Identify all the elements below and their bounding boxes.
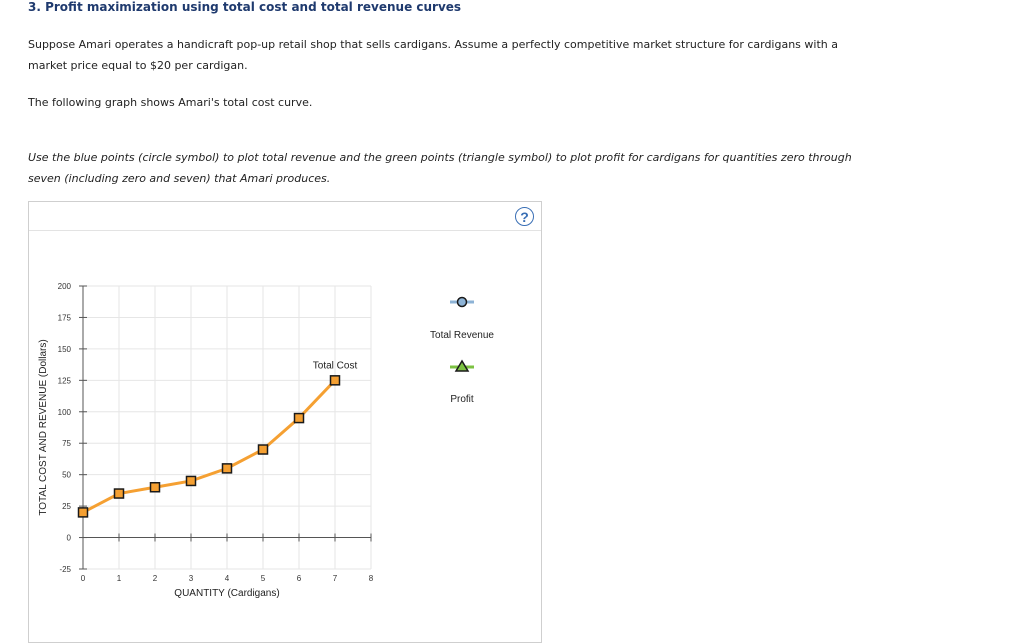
instruction-line-2: seven (including zero and seven) that Amari produces. xyxy=(28,172,331,185)
x-tick-label: 7 xyxy=(332,574,338,583)
x-tick-label: 8 xyxy=(368,574,374,583)
x-tick-label: 2 xyxy=(152,574,158,583)
y-tick-label: 100 xyxy=(57,407,71,417)
total-cost-point[interactable] xyxy=(79,508,88,517)
y-tick-label: -25 xyxy=(59,565,71,574)
instructions-paragraph xyxy=(28,147,858,189)
y-tick-label: 125 xyxy=(57,376,71,386)
x-tick-label: 6 xyxy=(296,574,302,583)
x-tick-label: 4 xyxy=(224,574,230,583)
x-tick-label: 0 xyxy=(80,574,86,583)
graph-intro-text: The following graph shows Amari's total cost curve. xyxy=(28,96,313,109)
y-tick-label: 200 xyxy=(57,282,71,291)
total-cost-chart[interactable] xyxy=(29,230,541,642)
x-tick-label: 3 xyxy=(188,574,194,583)
y-tick-label: 75 xyxy=(62,439,71,449)
total-cost-point[interactable] xyxy=(331,376,340,385)
y-tick-label: 150 xyxy=(57,344,71,354)
total-revenue-legend-label: Total Revenue xyxy=(430,330,494,341)
intro-line-1: Suppose Amari operates a handicraft pop-up retail shop that sells cardigans. Assume a perfectly competitive market structure for cardigans with a xyxy=(28,38,838,51)
y-tick-label: 50 xyxy=(62,470,71,480)
y-tick-label: 0 xyxy=(66,533,71,543)
intro-paragraph xyxy=(28,34,858,76)
total-cost-point[interactable] xyxy=(259,445,268,454)
total-cost-point[interactable] xyxy=(187,476,196,485)
total-cost-point[interactable] xyxy=(115,489,124,498)
total-revenue-tool-icon[interactable] xyxy=(458,298,467,307)
y-axis-title: TOTAL COST AND REVENUE (Dollars) xyxy=(38,339,49,516)
total-cost-point[interactable] xyxy=(295,414,304,423)
total-cost-label: Total Cost xyxy=(312,360,358,372)
help-icon[interactable]: ? xyxy=(515,207,534,226)
y-tick-label: 175 xyxy=(57,313,71,323)
graph-panel-toolbar xyxy=(29,202,541,231)
x-tick-label: 1 xyxy=(116,574,122,583)
intro-line-2: market price equal to $20 per cardigan. xyxy=(28,59,248,72)
x-axis-title: QUANTITY (Cardigans) xyxy=(174,588,280,599)
y-tick-label: 25 xyxy=(62,502,71,512)
profit-legend-label: Profit xyxy=(450,394,474,405)
question-title: 3. Profit maximization using total cost and total revenue curves xyxy=(28,0,462,14)
total-cost-point[interactable] xyxy=(223,464,232,473)
instruction-line-1: Use the blue points (circle symbol) to plot total revenue and the green points (triangle symbol) to plot profit for cardigans for quantities zero through xyxy=(28,151,852,164)
graph-panel xyxy=(28,201,542,643)
x-tick-label: 5 xyxy=(260,574,266,583)
total-cost-point[interactable] xyxy=(151,483,160,492)
